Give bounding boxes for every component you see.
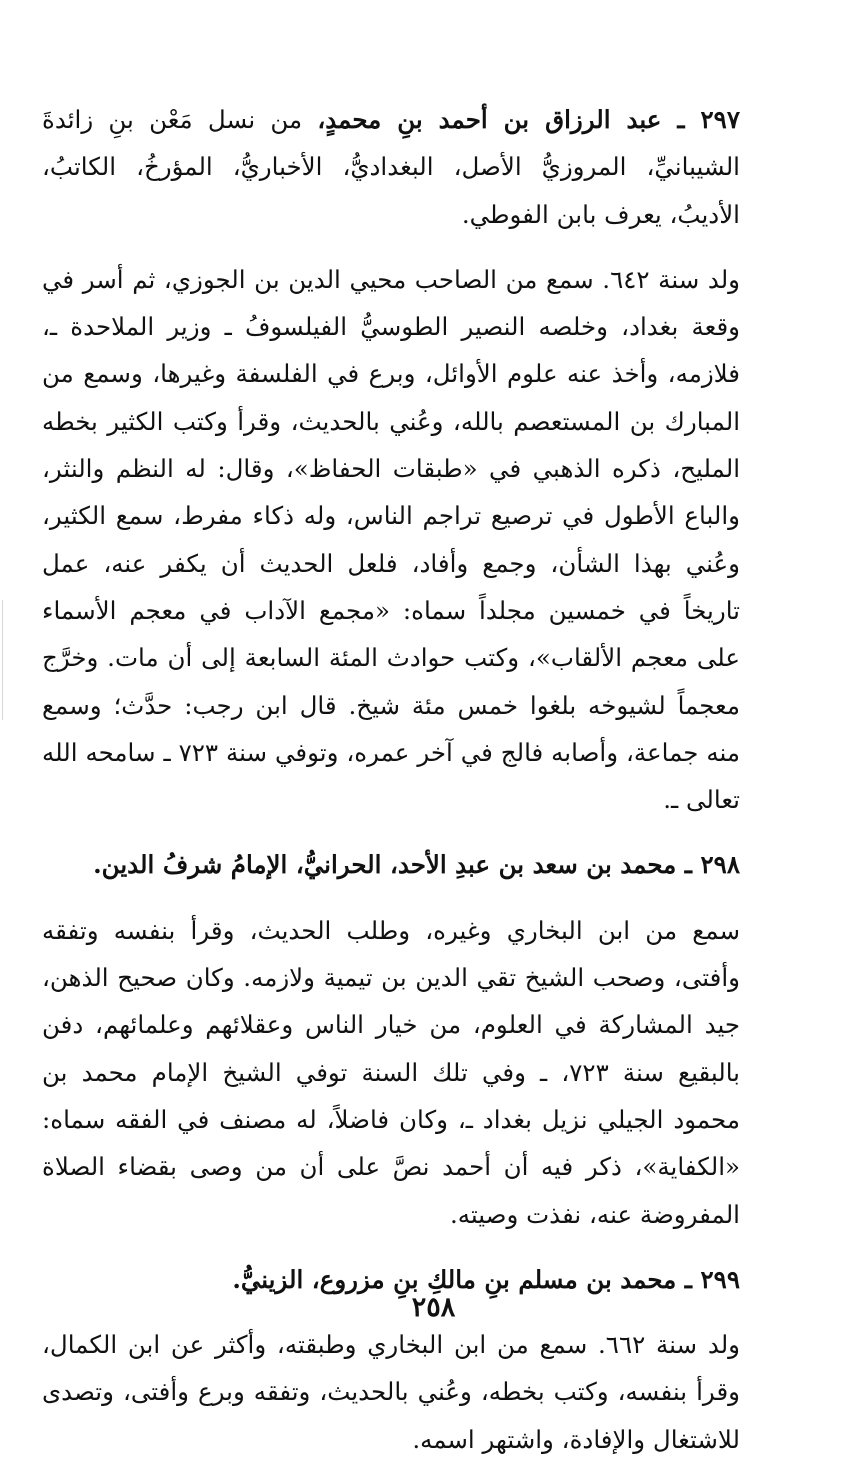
entry-297-heading [42,96,740,238]
page-edge-shadow [2,600,3,720]
entry-299-body: ولد سنة ٦٦٢. سمع من ابن البخاري وطبقته، وأكثر عن ابن الكمال، وقرأ بنفسه، وكتب بخطه، وعُني بالحديث، وتفقه وبرع وأفتى، وتصدى للاشتغال والإفادة، واشتهر اسمه. [42,1330,740,1454]
entry-299-title: ٢٩٩ ـ محمد بن مسلم بنِ مالكِ بنِ مزروع، الزينيُّ. [232,1264,740,1294]
entry-298-heading [42,841,740,888]
entry-297-title: ٢٩٧ ـ عبد الرزاق بن أحمد بنِ محمدٍ، [317,105,740,134]
entry-298-body: سمع من ابن البخاري وغيره، وطلب الحديث، وقرأ بنفسه وتفقه وأفتى، وصحب الشيخ تقي الدين بن تيمية ولازمه. وكان صحيح الذهن، جيد المشاركة في العلوم، من خيار الناس وعقلائهم وعلمائهم، دفن بالبقيع سنة ٧٢٣، ـ وفي تلك السنة توفي الشيخ الإمام محمد بن محمود الجيلي نزيل بغداد ـ، وكان فاضلاً، له مصنف في الفقه سماه: «الكفاية»، ذكر فيه أن أحمد نصَّ على أن من وصى بقضاء الصلاة المفروضة عنه، نفذت وصيته. [42,915,740,1229]
entry-297-body: ولد سنة ٦٤٢. سمع من الصاحب محيي الدين بن الجوزي، ثم أسر في وقعة بغداد، وخلصه النصير الطوسيُّ الفيلسوفُ ـ وزير الملاحدة ـ، فلازمه، وأخذ عنه علوم الأوائل، وبرع في الفلسفة وغيرها، وسمع من المبارك بن المستعصم بالله، وعُني بالحديث، وقرأ وكتب الكثير بخطه المليح، ذكره الذهبي في «طبقات الحفاظ»، وقال: له النظم والنثر، والباع الأطول في ترصيع تراجم الناس، وله ذكاء مفرط، سمع الكثير، وعُني بهذا الشأن، وجمع وأفاد، فلعل الحديث أن يكفر عنه، عمل تاريخاً في خمسين مجلداً سماه: «مجمع الآداب في معجم الأسماء على معجم الألقاب»، وكتب حوادث المئة السابعة إلى أن مات. وخرَّج معجماً لشيوخه بلغوا خمس مئة شيخ. قال ابن رجب: حدَّث؛ وسمع منه جماعة، وأصابه فالج في آخر عمره، وتوفي سنة ٧٢٣ ـ سامحه الله تعالى ـ. [42,264,740,815]
book-page-text [42,96,740,1463]
entry-298-title: ٢٩٨ ـ محمد بن سعد بن عبدِ الأحد، الحرانيُّ، الإمامُ شرفُ الدين. [93,850,740,880]
entry-297-description: من نسل مَعْن بنِ زائدةَ الشيبانيِّ، المروزيُّ الأصل، البغداديُّ، الأخباريُّ، المؤرخُ، الكاتبُ، الأديبُ، يعرف بابن الفوطي. [42,105,740,229]
page-number: ٢٥٨ [411,1292,456,1323]
